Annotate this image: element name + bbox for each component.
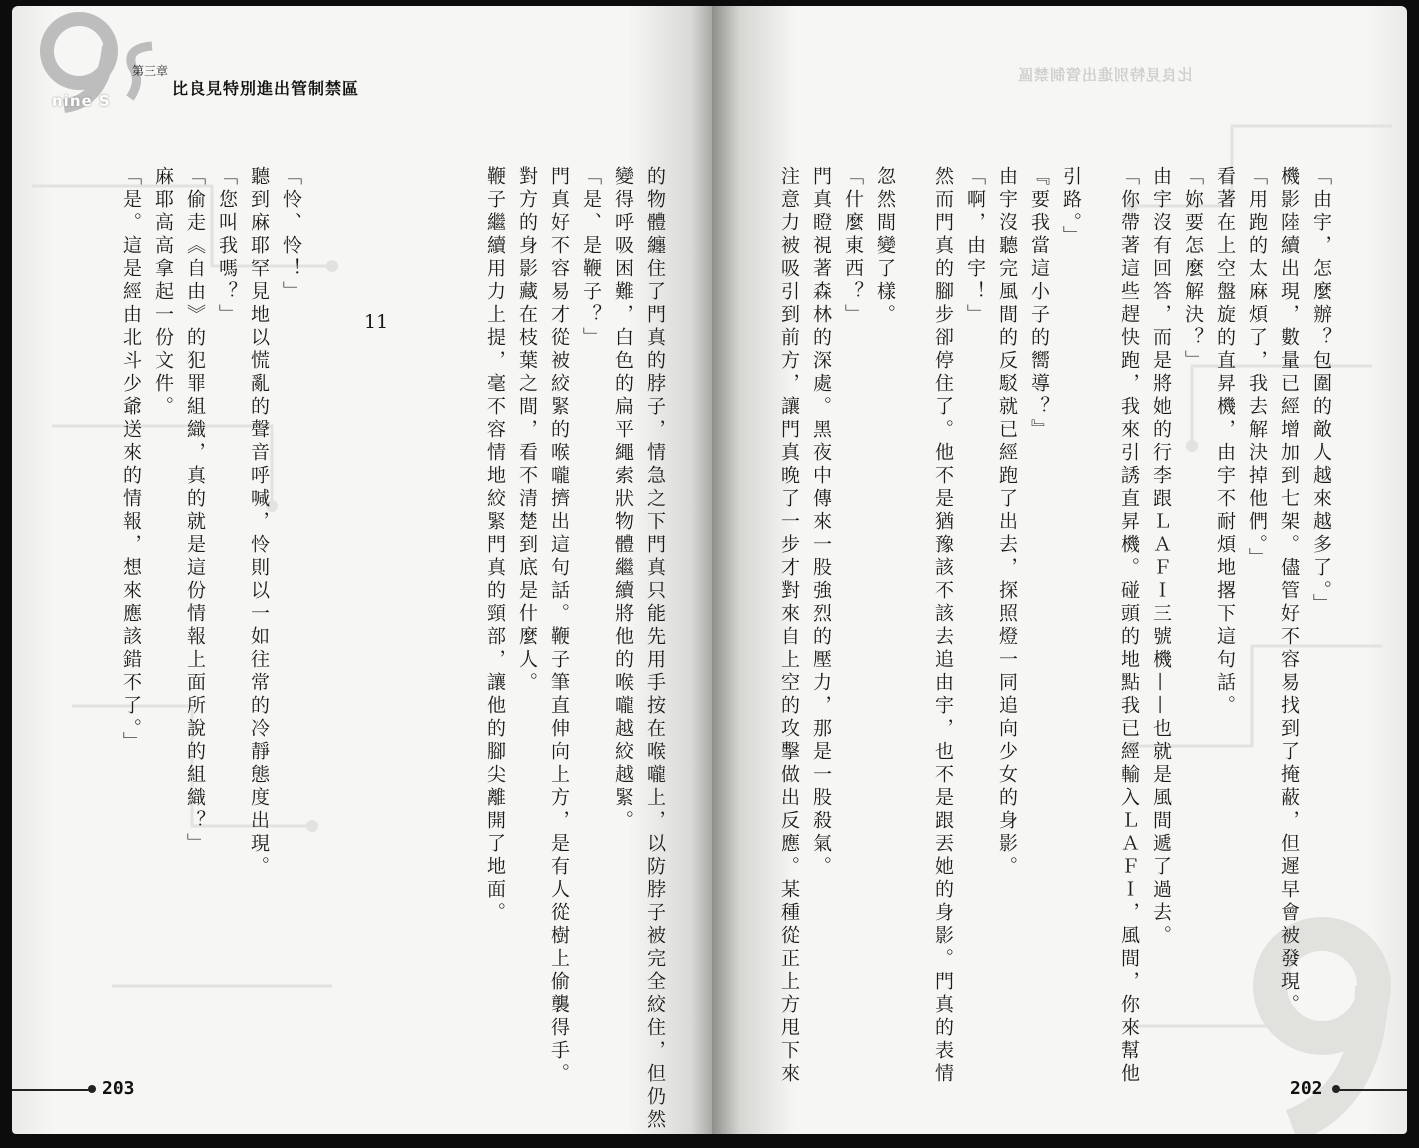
text-column: 「你帶著這些趕快跑，我來引誘直昇機。碰頭的地點我已經輸入ＬＡＦＩ，風間，你來幫他 (1118, 166, 1140, 1086)
folio-rule (1338, 1089, 1407, 1091)
text-column: 『要我當這小子的嚮導？』 (1028, 166, 1050, 442)
series-name: nine S (52, 92, 111, 110)
text-column: 「您叫我嗎？」 (216, 166, 238, 327)
text-column: 機影陸續出現，數量已經增加到七架。儘管好不容易找到了掩蔽，但遲早會被發現。 (1278, 166, 1300, 1017)
text-column: 對方的身影藏在枝葉之間，看不清楚到底是什麼人。 (516, 166, 538, 695)
text-column: 麻耶高高拿起一份文件。 (152, 166, 174, 419)
text-column: 由宇沒聽完風間的反駁就已經跑了出去，探照燈一同追向少女的身影。 (996, 166, 1018, 879)
text-column: 「用跑的太麻煩了，我去解決掉他們。」 (1246, 166, 1268, 571)
text-column: 門真好不容易才從被絞緊的喉嚨擠出這句話。鞭子筆直伸向上方，是有人從樹上偷襲得手。 (548, 166, 570, 1086)
page-number: 202 (1290, 1078, 1323, 1099)
text-column: 看著在上空盤旋的直昇機，由宇不耐煩地撂下這句話。 (1214, 166, 1236, 718)
page-number: 203 (102, 1078, 135, 1099)
text-column: 「什麼東西？」 (842, 166, 864, 327)
text-column: 由宇沒有回答，而是將她的行李跟ＬＡＦＩ三號機——也就是風間遞了過去。 (1150, 166, 1172, 948)
text-column: 「由宇，怎麼辦？包圍的敵人越來越多了。」 (1310, 166, 1332, 617)
right-page (712, 6, 1407, 1134)
text-column: 聽到麻耶罕見地以慌亂的聲音呼喊，怜則以一如往常的冷靜態度出現。 (248, 166, 270, 879)
text-column: 「妳要怎麼解決？」 (1182, 166, 1204, 373)
circuit-watermark (12, 6, 712, 1134)
text-column: 「偷走《自由》的犯罪組織，真的就是這份情報上面所說的組織？」 (184, 166, 206, 856)
folio-rule (12, 1089, 90, 1091)
bleed-through-title: 比良見特別進出管制禁區 (1017, 66, 1194, 84)
chapter-title: 比良見特別進出管制禁區 (172, 79, 360, 98)
text-column: 然而門真的腳步卻停住了。他不是猶豫該不該去追由宇，也不是跟丟她的身影。門真的表情 (932, 166, 954, 1086)
folio-dot (88, 1085, 96, 1093)
text-column: 「是。這是經由北斗少爺送來的情報，想來應該錯不了。」 (120, 166, 142, 755)
left-page (12, 6, 712, 1134)
text-column: 「怜、怜！」 (280, 166, 302, 304)
text-column: 變得呼吸困難，白色的扁平繩索狀物體繼續將他的喉嚨越絞越緊。 (612, 166, 634, 833)
section-number: 11 (364, 311, 389, 333)
text-column: 忽然間變了樣。 (874, 166, 896, 327)
text-column: 鞭子繼續用力上提，毫不容情地絞緊門真的頸部，讓他的腳尖離開了地面。 (484, 166, 506, 925)
text-column: 注意力被吸引到前方，讓門真晚了一步才對來自上空的攻擊做出反應。某種從正上方甩下來 (778, 166, 800, 1086)
text-column: 的物體纏住了門真的脖子，情急之下門真只能先用手按在喉嚨上，以防脖子被完全絞住，但仍然 (644, 166, 666, 1132)
text-column: 「啊，由宇！」 (964, 166, 986, 327)
text-column: 引路。」 (1060, 166, 1082, 249)
chapter-label: 第三章 (132, 64, 169, 78)
text-column: 「是、是鞭子？」 (580, 166, 602, 350)
text-column: 門真瞪視著森林的深處。黑夜中傳來一股強烈的壓力，那是一股殺氣。 (810, 166, 832, 879)
